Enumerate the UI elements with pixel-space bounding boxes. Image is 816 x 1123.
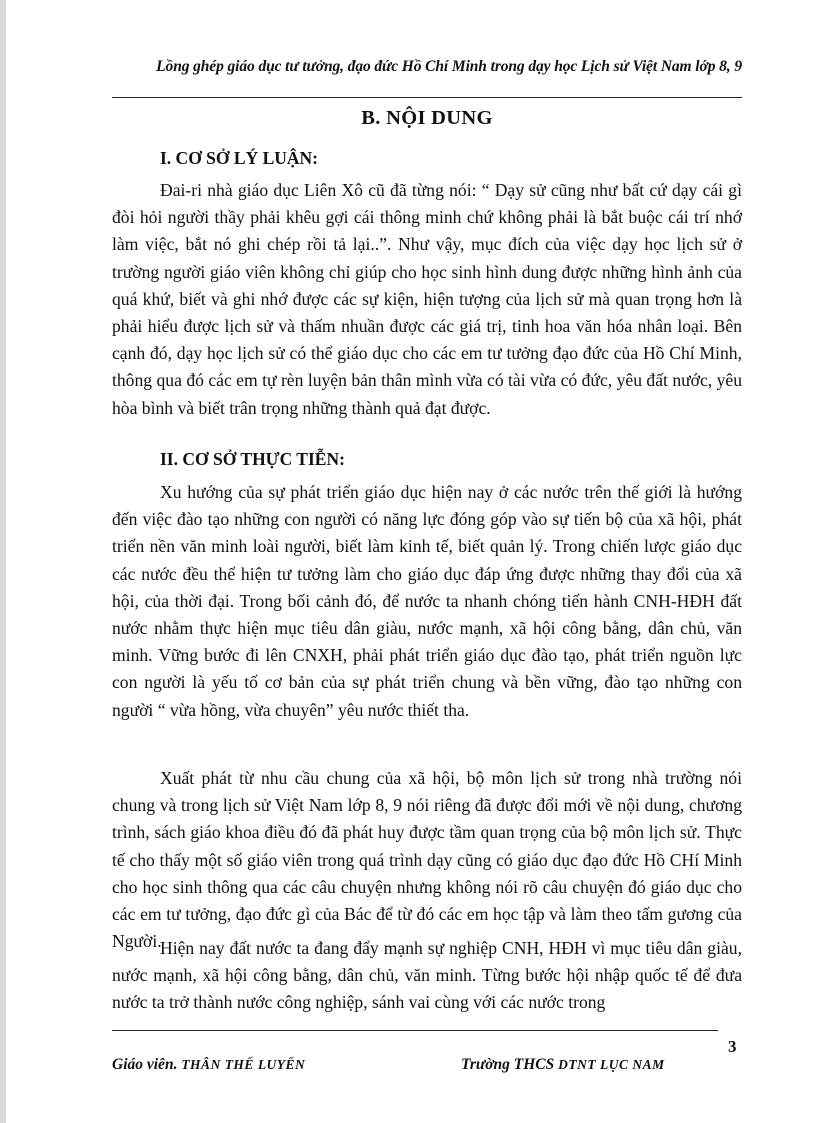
school-label: Trường THCS: [461, 1056, 555, 1073]
teacher-label: Giáo viên: [112, 1056, 174, 1073]
paragraph-practice-1: Xu hướng của sự phát triển giáo dục hiện nay ở các nước trên thế giới là hướng đến việc đào tạo những con người có năng lực đóng góp vào sự tiến bộ của xã hội, phát triển nền văn minh loài người, biết làm kinh tế, biết quản lý. Trong chiến lược giáo dục các nước đều thể hiện tư tưởng làm cho giáo dục đáp ứng được những thay đổi của xã hội, của thời đại. Trong bối cảnh đó, để nước ta nhanh chóng tiến hành CNH-HĐH đất nước nhằm thực hiện mục tiêu dân giàu, nước mạnh, xã hội công bằng, dân chủ, văn minh. Vững bước đi lên CNXH, phải phát triển giáo dục đào tạo, phát triển nguồn lực con người là yếu tố cơ bản của sự phát triển chung và bền vững, đào tạo những con người “ vừa hồng, vừa chuyên” yêu nước thiết tha.: [112, 482, 742, 720]
running-header: Lồng ghép giáo dục tư tưởng, đạo đức Hồ Chí Minh trong dạy học Lịch sử Việt Nam lớp 8, 9: [156, 58, 742, 75]
page-number: 3: [728, 1037, 737, 1056]
paragraph-practice-3: Hiện nay đất nước ta đang đẩy mạnh sự nghiệp CNH, HĐH vì mục tiêu dân giàu, nước mạnh, xã hội công bằng, dân chủ, văn minh. Từng bước hội nhập quốc tế để đưa nước ta trở thành nước công nghiệp, sánh vai cùng với các nước trong: [112, 938, 742, 1013]
footer-school: [461, 1056, 665, 1074]
section-heading-theory: I. CƠ SỞ LÝ LUẬN:: [160, 148, 319, 168]
document-title: B. NỘI DUNG: [361, 107, 493, 129]
teacher-name: THÂN THẾ LUYẾN: [181, 1057, 306, 1072]
footer-rule: [112, 1030, 718, 1031]
page-edge-shadow: [0, 0, 6, 1123]
section-heading-practice: II. CƠ SỞ THỰC TIỄN:: [160, 449, 345, 469]
header-rule: [112, 97, 742, 98]
paragraph-practice-2: Xuất phát từ nhu cầu chung của xã hội, bộ môn lịch sử trong nhà trường nói chung và trong lịch sử Việt Nam lớp 8, 9 nói riêng đã được đổi mới về nội dung, chương trình, sách giáo khoa điều đó đã phát huy được tầm quan trọng của bộ môn lịch sử. Thực tế cho thấy một số giáo viên trong quá trình dạy cũng có giáo dục đạo đức Hồ CHí Minh cho học sinh thông qua các câu chuyện nhưng không nói rõ câu chuyện đó giáo dục cho các em tư tưởng, đạo đức gì của Bác để từ đó các em học tập và làm theo tấm gương của Người.: [112, 768, 742, 952]
school-name: DTNT LỤC NAM: [558, 1057, 665, 1072]
footer-teacher: Giáo viên. THÂN THẾ LUYẾN: [112, 1056, 306, 1073]
paragraph-theory-1: Đai-ri nhà giáo dục Liên Xô cũ đã từng nói: “ Dạy sử cũng như bất cứ dạy cái gì đòi hỏi người thầy phải khêu gợi cái thông minh chứ không phải là bắt buộc cái trí nhớ làm việc, bắt nó ghi chép rồi tả lại..”. Như vậy, mục đích của việc dạy học lịch sử ở trường người giáo viên không chỉ giúp cho học sinh hình dung được những hình ảnh của quá khứ, biết và ghi nhớ được các sự kiện, hiện tượng của lịch sử mà quan trọng hơn là phải hiểu được lịch sử và thấm nhuần được các giá trị, tinh hoa văn hóa nhân loại. Bên cạnh đó, dạy học lịch sử có thể giáo dục cho các em tư tưởng đạo đức của Hồ Chí Minh, thông qua đó các em tự rèn luyện bản thân mình vừa có tài vừa có đức, yêu đất nước, yêu hòa bình và biết trân trọng những thành quả đạt được.: [112, 180, 742, 418]
